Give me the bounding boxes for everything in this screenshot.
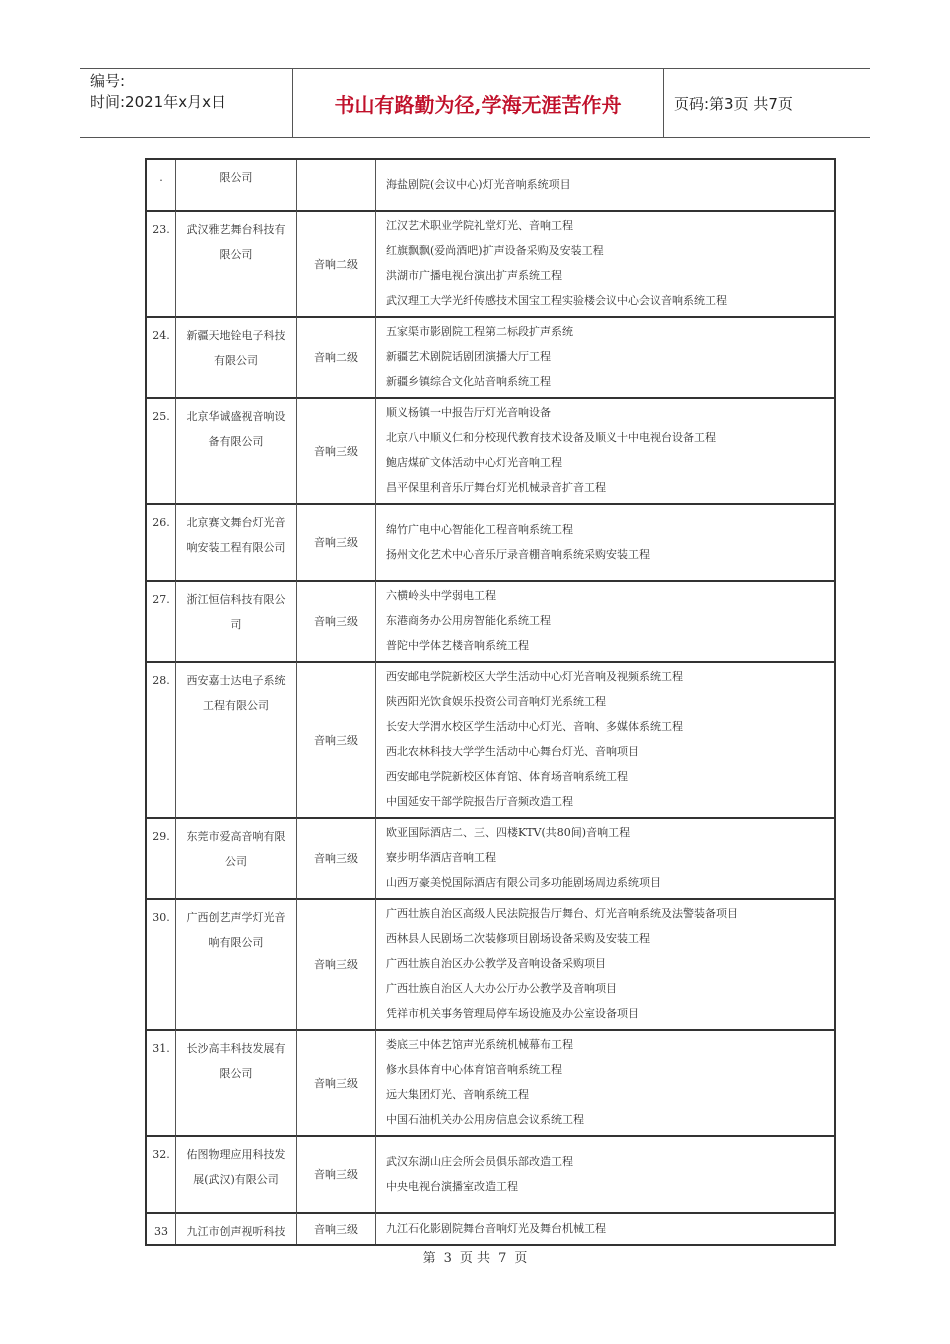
project-item: 东港商务办公用房智能化系统工程: [386, 614, 551, 627]
company-name: 北京华诚盛视音响设备有限公司: [186, 410, 286, 448]
qualification-level: 音响三级: [314, 733, 358, 747]
project-item: 陕西阳光饮食娱乐投资公司音响灯光系统工程: [386, 695, 606, 708]
qualification-level: 音响三级: [314, 852, 358, 865]
project-list: [386, 318, 834, 397]
company-name: 武汉雅艺舞台科技有限公司: [186, 223, 286, 261]
footer-current-page: 3: [443, 1251, 452, 1266]
company-name: 长沙高丰科技发展有限公司: [186, 1042, 286, 1080]
row-number-cell: [147, 503, 176, 580]
qualification-level: 音响三级: [314, 536, 358, 549]
row-number: 23.: [152, 223, 170, 236]
footer-page-suffix: 页: [514, 1251, 528, 1266]
level-cell: [297, 316, 376, 397]
company-cell: [176, 503, 297, 580]
projects-cell: [376, 397, 834, 503]
row-number: 33: [154, 1225, 168, 1238]
level-cell: [297, 1135, 376, 1212]
company-cell: [176, 210, 297, 316]
company-cell: [176, 817, 297, 898]
project-item: 六横岭头中学弱电工程: [386, 589, 496, 602]
company-cell: [176, 1135, 297, 1212]
project-item: 武汉东湖山庄会所会员俱乐部改造工程: [386, 1154, 573, 1168]
table-row: [147, 1135, 834, 1212]
page-number-label: 页码:第3页 共7页: [674, 94, 793, 113]
table-row: [147, 580, 834, 661]
level-cell: [297, 898, 376, 1029]
qualification-level: 音响三级: [314, 1076, 358, 1090]
project-item: 西北农林科技大学学生活动中心舞台灯光、音响项目: [386, 745, 639, 758]
company-cell: [176, 1212, 297, 1244]
row-number: 30.: [152, 911, 170, 924]
company-name: 限公司: [219, 171, 253, 184]
level-cell: [297, 210, 376, 316]
table-row: [147, 210, 834, 316]
table-row: [147, 1029, 834, 1135]
project-item: 绵竹广电中心智能化工程音响系统工程: [386, 522, 573, 536]
footer-page-mid: 页 共: [459, 1251, 491, 1266]
qualification-level: 音响三级: [314, 615, 358, 628]
project-list: [386, 663, 834, 817]
page-footer: [0, 1247, 950, 1266]
project-list: [386, 900, 834, 1029]
project-item: 山西万豪美悦国际酒店有限公司多功能剧场周边系统项目: [386, 876, 661, 889]
level-cell: [297, 503, 376, 580]
projects-cell: [376, 503, 834, 580]
projects-cell: [376, 1029, 834, 1135]
project-item: 中央电视台演播室改造工程: [386, 1179, 518, 1193]
project-item: 广西壮族自治区人大办公厅办公教学及音响项目: [386, 982, 617, 995]
project-list: [386, 212, 834, 316]
code-label: 编号:: [90, 72, 126, 90]
row-number: 28.: [152, 674, 170, 687]
table-row: [147, 1212, 834, 1244]
level-cell: [297, 1029, 376, 1135]
projects-cell: [376, 580, 834, 661]
project-item: 寮步明华酒店音响工程: [386, 851, 496, 864]
project-item: 鲍店煤矿文体活动中心灯光音响工程: [386, 456, 562, 469]
project-item: 五家渠市影剧院工程第二标段扩声系统: [386, 325, 573, 338]
row-number-cell: [147, 397, 176, 503]
project-item: 顺义杨镇一中报告厅灯光音响设备: [386, 406, 551, 419]
qualification-level: 音响二级: [314, 257, 358, 271]
project-item: 西林县人民剧场二次装修项目剧场设备采购及安装工程: [386, 932, 650, 945]
level-cell: [297, 580, 376, 661]
row-number: 24.: [152, 329, 170, 342]
project-item: 武汉理工大学光纤传感技术国宝工程实验楼会议中心会议音响系统工程: [386, 294, 727, 307]
row-number-cell: [147, 1212, 176, 1244]
project-item: 西安邮电学院新校区体育馆、体育场音响系统工程: [386, 770, 628, 783]
row-number-cell: [147, 817, 176, 898]
projects-cell: [376, 661, 834, 817]
row-number: 32.: [152, 1148, 170, 1161]
project-item: 红旗飘飘(爱尚酒吧)扩声设备采购及安装工程: [386, 244, 604, 257]
projects-cell: [376, 898, 834, 1029]
project-item: 洪湖市广播电视台演出扩声系统工程: [386, 269, 562, 282]
company-project-table: [145, 158, 836, 1246]
company-cell: [176, 661, 297, 817]
project-item: 新疆艺术剧院话剧团演播大厅工程: [386, 350, 551, 363]
project-list: [386, 171, 834, 200]
project-item: 欧亚国际酒店二、三、四楼KTV(共80间)音响工程: [386, 826, 631, 839]
project-item: 江汉艺术职业学院礼堂灯光、音响工程: [386, 219, 573, 232]
company-name: 佑图物理应用科技发展(武汉)有限公司: [186, 1148, 286, 1186]
company-cell: [176, 580, 297, 661]
project-list: [386, 582, 834, 661]
project-item: 修水县体育中心体育馆音响系统工程: [386, 1063, 562, 1076]
qualification-level: 音响三级: [314, 444, 358, 458]
project-list: [386, 1148, 834, 1202]
project-item: 扬州文化艺术中心音乐厅录音棚音响系统采购安装工程: [386, 547, 650, 561]
project-item: 中国延安干部学院报告厅音频改造工程: [386, 795, 573, 808]
project-item: 昌平保里利音乐厅舞台灯光机械录音扩音工程: [386, 481, 606, 494]
row-number-cell: [147, 160, 176, 210]
project-item: 娄底三中体艺馆声光系统机械幕布工程: [386, 1038, 573, 1051]
table-row: [147, 898, 834, 1029]
company-cell: [176, 160, 297, 210]
header-meta: [80, 69, 293, 137]
company-cell: [176, 898, 297, 1029]
project-item: 西安邮电学院新校区大学生活动中心灯光音响及视频系统工程: [386, 670, 683, 683]
company-name: 西安嘉士达电子系统工程有限公司: [186, 674, 286, 712]
project-item: 北京八中顺义仁和分校现代教育技术设备及顺义十中电视台设备工程: [386, 431, 716, 444]
projects-cell: [376, 1135, 834, 1212]
projects-cell: [376, 210, 834, 316]
row-number-cell: [147, 1029, 176, 1135]
row-number-cell: [147, 898, 176, 1029]
qualification-level: 音响三级: [314, 1168, 358, 1181]
page-header: [80, 68, 870, 138]
project-item: 普陀中学体艺楼音响系统工程: [386, 639, 529, 652]
row-number: 26.: [152, 516, 170, 529]
project-item: 远大集团灯光、音响系统工程: [386, 1088, 529, 1101]
project-item: 长安大学渭水校区学生活动中心灯光、音响、多媒体系统工程: [386, 720, 683, 733]
qualification-level: 音响二级: [314, 351, 358, 364]
level-cell: [297, 397, 376, 503]
projects-cell: [376, 1212, 834, 1244]
row-number-cell: [147, 210, 176, 316]
project-item: 九江石化影剧院舞台音响灯光及舞台机械工程: [386, 1221, 606, 1235]
project-list: [386, 516, 834, 570]
projects-cell: [376, 316, 834, 397]
project-item: 新疆乡镇综合文化站音响系统工程: [386, 375, 551, 388]
project-list: [386, 1215, 834, 1244]
table-row: [147, 661, 834, 817]
footer-total-pages: 7: [498, 1251, 507, 1266]
project-list: [386, 819, 834, 898]
project-list: [386, 399, 834, 503]
table-row: [147, 817, 834, 898]
company-name: 广西创艺声学灯光音响有限公司: [186, 911, 286, 949]
company-name: 九江市创声视听科技: [186, 1225, 286, 1238]
projects-cell: [376, 160, 834, 210]
table-row: [147, 503, 834, 580]
row-number: 25.: [152, 410, 170, 423]
row-number: 29.: [152, 830, 170, 843]
row-number: 31.: [152, 1042, 170, 1055]
company-cell: [176, 397, 297, 503]
projects-cell: [376, 817, 834, 898]
table-row: [147, 160, 834, 210]
qualification-level: 音响三级: [314, 958, 358, 971]
time-label: 时间:2021年x月x日: [90, 93, 226, 111]
row-number-cell: [147, 580, 176, 661]
qualification-level: 音响三级: [314, 1222, 358, 1236]
company-name: 东莞市爱高音响有限公司: [186, 830, 286, 868]
company-cell: [176, 1029, 297, 1135]
company-name: 新疆天地铨电子科技有限公司: [186, 329, 286, 367]
project-item: 广西壮族自治区高级人民法院报告厅舞台、灯光音响系统及法警装备项目: [386, 907, 738, 920]
row-number-cell: [147, 661, 176, 817]
company-name: 北京赛文舞台灯光音响安装工程有限公司: [186, 516, 286, 554]
level-cell: [297, 160, 376, 210]
project-item: 凭祥市机关事务管理局停车场设施及办公室设备项目: [386, 1007, 639, 1020]
project-item: 广西壮族自治区办公教学及音响设备采购项目: [386, 957, 606, 970]
level-cell: [297, 661, 376, 817]
company-cell: [176, 316, 297, 397]
row-number-cell: [147, 316, 176, 397]
level-cell: [297, 817, 376, 898]
project-item: 海盐剧院(会议中心)灯光音响系统项目: [386, 177, 571, 191]
level-cell: [297, 1212, 376, 1244]
footer-page-prefix: 第: [422, 1251, 436, 1266]
motto: 书山有路勤为径,学海无涯苦作舟: [293, 69, 664, 137]
project-list: [386, 1031, 834, 1135]
table-row: [147, 316, 834, 397]
company-name: 浙江恒信科技有限公司: [186, 593, 286, 631]
row-number: 27.: [152, 593, 170, 606]
table-row: [147, 397, 834, 503]
row-number-cell: [147, 1135, 176, 1212]
project-item: 中国石油机关办公用房信息会议系统工程: [386, 1113, 584, 1126]
row-number: .: [159, 171, 163, 184]
